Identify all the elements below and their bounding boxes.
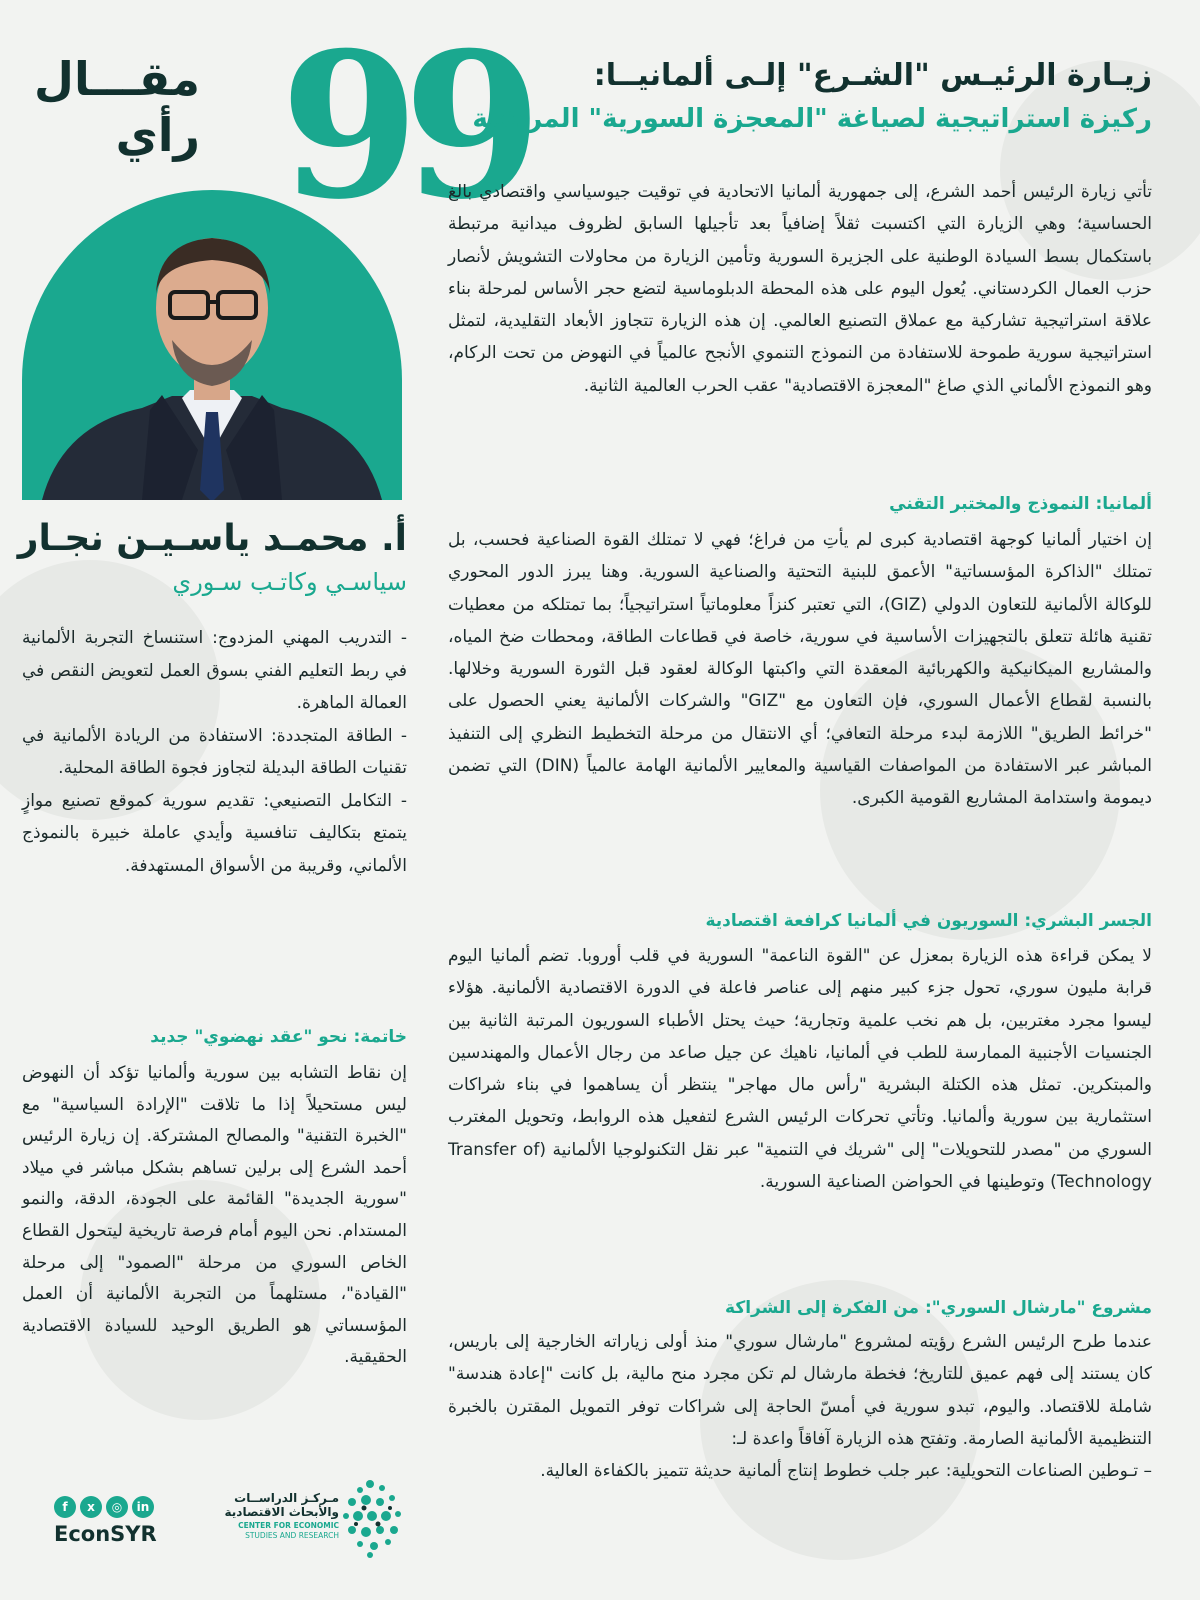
list-item: – تـوطين الصناعات التحويلية: عبر جلب خطوط إنتاج ألمانية حديثة تتميز بالكفاءة العالية. bbox=[540, 1461, 1152, 1482]
instagram-icon[interactable]: ◎ bbox=[106, 1496, 128, 1518]
opinion-header bbox=[34, 9, 527, 244]
section-body-marshall-project: عندما طرح الرئيس الشرع رؤيته لمشروع "مارشال سوري" منذ أولى زياراته الخارجية إلى باريس، كان يستند إلى فهم عميق للتاريخ؛ فخطة مارشال لم تكن مجرد منح مالية، بل كانت "إعادة هندسة" شاملة للاقتصاد. واليوم، تبدو سورية في أمسّ الحاجة إلى شراكات توفر التمويل المقترن بالخبرة التنظيمية الألمانية الصارمة. وتفتح هذه الزيارة آفاقاً واعدة لـ: bbox=[448, 1332, 1152, 1449]
conclusion-title: خاتمة: نحو "عقد نهضوي" جديد bbox=[150, 1027, 407, 1047]
section-marshall-content bbox=[448, 1326, 1152, 1487]
article-subtitle: ركيزة استراتيجية لصياغة "المعجزة السورية" المرتقبة bbox=[472, 104, 1152, 134]
intro-paragraph: تأتي زيارة الرئيس أحمد الشرع، إلى جمهورية ألمانيا الاتحادية في توقيت جيوسياسي واقتصادي بالغ الحساسية؛ وهي الزيارة التي اكتسبت ثقلاً إضافياً بعد تأجيلها السابق لظروف ميدانية مرتبطة باستكمال بسط السيادة الوطنية على الجزيرة السورية وتأمين الزيارة من محاولات التشويش لأنصار حزب العمال الكردستاني. يُعول اليوم على هذه المحطة الدبلوماسية لتضع حجر الأساس لمرحلة بناء علاقة استراتيجية تشاركية مع عملاق التصنيع العالمي. إن هذه الزيارة تتجاوز الأبعاد التقليدية، لتمثل استراتيجية سورية طموحة للاستفادة من النموذج التنموي الأنجح عالمياً في النهوض من تحت الركام، وهو النموذج الألماني الذي صاغ "المعجزة الاقتصادية" عقب الحرب العالمية الثانية. bbox=[448, 182, 1152, 396]
center-name-ar-line1: مـركـز الدراســات bbox=[234, 1491, 339, 1505]
center-name bbox=[214, 1491, 339, 1541]
article-title: زيـارة الرئيـس "الشـرع" إلـى ألمانيــا: bbox=[593, 58, 1152, 93]
center-logo-icon bbox=[338, 1478, 408, 1558]
section-title-marshall-project: مشروع "مارشال السوري": من الفكرة إلى الشراكة bbox=[725, 1298, 1152, 1318]
section-title-human-bridge: الجسر البشري: السوريون في ألمانيا كرافعة اقتصادية bbox=[705, 911, 1152, 931]
center-name-ar-line2: والأبحاث الاقتصادية bbox=[224, 1505, 339, 1519]
center-name-en-line2: STUDIES AND RESEARCH bbox=[245, 1531, 339, 1540]
main-article-column bbox=[448, 56, 1153, 1482]
conclusion-body: إن نقاط التشابه بين سورية وألمانيا تؤكد أن النهوض ليس مستحيلاً إذا ما تلاقت "الإرادة السياسية" مع "الخبرة التقنية" والمصالح المشتركة. إن زيارة الرئيس أحمد الشرع إلى برلين تساهم بشكل مباشر في ميلاد "سورية الجديدة" القائمة على الجودة، الدقة، والنمو المستدام. نحن اليوم أمام فرصة تاريخية ليتحول القطاع الخاص السوري من مرحلة "الصمود" إلى مرحلة "القيادة"، مستلهماً من التجربة الألمانية أن العمل المؤسساتي هو الطريق الوحيد للسيادة الاقتصادية الحقيقية. bbox=[22, 1063, 407, 1368]
left-column bbox=[34, 9, 527, 244]
center-name-en-line1: CENTER FOR ECONOMIC bbox=[238, 1521, 339, 1530]
opinion-label-line2: رأي bbox=[115, 108, 200, 162]
social-links bbox=[54, 1496, 154, 1518]
opinion-label-line1: مقـــال bbox=[34, 52, 200, 106]
brand-handle: EconSYR bbox=[54, 1522, 157, 1546]
linkedin-icon[interactable]: in bbox=[132, 1496, 154, 1518]
list-item: - التكامل التصنيعي: تقديم سورية كموقع تصنيع موازٍ يتمتع بتكاليف تنافسية وأيدي عاملة خبيرة بالنموذج الألماني، وقريبة من الأسواق المستهدفة. bbox=[22, 790, 407, 876]
section-body-human-bridge: لا يمكن قراءة هذه الزيارة بمعزل عن "القوة الناعمة" السورية في قلب أوروبا. تضم ألمانيا اليوم قرابة مليون سوري، تحول جزء كبير منهم إلى عناصر فاعلة في الدورة الاقتصادية الألمانية. هؤلاء ليسوا مجرد مغتربين، بل هم نخب علمية وتجارية؛ حيث يحتل الأطباء السوريون المرتبة الثانية بين الجنسيات الأجنبية الممارسة للطب في ألمانيا، ناهيك عن جيل صاعد من رجال الأعمال والمهندسين والمبتكرين. تمثل هذه الكتلة البشرية "رأس مال مهاجر" ينتظر أن يساهموا في بناء شراكات استثمارية بين سورية وألمانيا. وتأتي تحركات الرئيس الشرع لتفعيل هذه الروابط، وتحويل المغترب السوري من "مصدر للتحويلات" إلى "شريك في التنمية" عبر نقل التكنولوجيا الألمانية (Transfer of Technology) وتوطينها في الحواضن الصناعية السورية. bbox=[448, 946, 1152, 1193]
section-body-germany-model: إن اختيار ألمانيا كوجهة اقتصادية كبرى لم يأتِ من فراغ؛ فهي لا تمتلك القوة الصناعية فحسب، بل تمتلك "الذاكرة المؤسساتية" الأعمق للبنية التحتية والصناعية السورية. وهنا يبرز الدور المحوري للوكالة الألمانية للتعاون الدولي (GIZ)، التي تعتبر كنزاً معلوماتياً استراتيجياً؛ بما تمتلكه من معطيات تقنية هائلة تتعلق بالتجهيزات الأساسية في سورية، خاصة في قطاعات الطاقة، ومحطات ضخ المياه، والمشاريع الميكانيكية والكهربائية المعقدة التي واكبتها الوكالة لعقود قبل الثورة السورية وخلالها. بالنسبة لقطاع الأعمال السوري، فإن التعاون مع "GIZ" والشركات الألمانية يعني الحصول على "خرائط الطريق" اللازمة لبدء مرحلة التعافي؛ أي الانتقال من مرحلة التخطيط النظري إلى التنفيذ المباشر عبر الاستفادة من المواصفات القياسية والمعايير الألمانية الهامة عالمياً (DIN) التي تضمن ديمومة واستدامة المشاريع القومية الكبرى. bbox=[448, 530, 1153, 809]
author-role: سياسـي وكاتـب سـوري bbox=[172, 568, 407, 596]
x-twitter-icon[interactable]: x bbox=[80, 1496, 102, 1518]
facebook-icon[interactable]: f bbox=[54, 1496, 76, 1518]
left-points-list bbox=[22, 622, 407, 882]
author-name: أ. محمـد ياسـيـن نجـار bbox=[17, 518, 407, 559]
quote-mark-icon: 99 bbox=[280, 9, 527, 244]
list-item: - التدريب المهني المزدوج: استنساخ التجربة الألمانية في ربط التعليم الفني بسوق العمل لتعويض النقص في العمالة الماهرة. bbox=[22, 628, 407, 713]
list-item: - الطاقة المتجددة: الاستفادة من الريادة الألمانية في تقنيات الطاقة البديلة لتجاوز فجوة الطاقة المحلية. bbox=[22, 725, 407, 778]
section-title-germany-model: ألمانيا: النموذج والمختبر التقني bbox=[889, 494, 1152, 514]
